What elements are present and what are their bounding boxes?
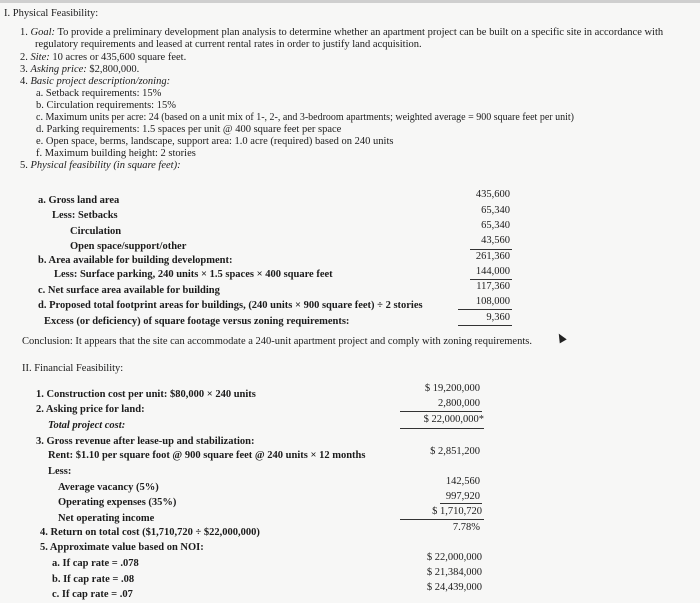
rule-fin-1 <box>400 411 482 412</box>
fin-cap-a-label: a. If cap rate = .078 <box>52 558 139 569</box>
feas-parking-value: 144,000 <box>475 266 510 277</box>
section2-heading: II. Financial Feasibility: <box>22 363 124 374</box>
feas-area-available-label: b. Area available for building development: <box>38 255 233 266</box>
fin-less-label: Less: <box>48 466 72 477</box>
fin-cap-a-value: $ 22,000,000 <box>426 552 482 563</box>
zoning-open-space: e. Open space, berms, landscape, support area: 1.0 acre (required) based on 240 units <box>36 136 394 147</box>
feas-net-surface-value: 117,360 <box>476 281 510 292</box>
rule-fin-2 <box>400 428 484 429</box>
fin-asking-price-value: 2,800,000 <box>438 398 480 409</box>
fin-cap-c-value: $ 24,439,000 <box>426 582 482 593</box>
zoning-max-units: c. Maximum units per acre: 24 (based on a unit mix of 1-, 2-, and 3-bedroom apartments; weighted average = 900 square feet per unit) <box>36 112 574 123</box>
rule-subtotal-1 <box>470 249 512 250</box>
item-physical-feasibility: 5. Physical feasibility (in square feet): <box>20 160 181 171</box>
fin-total-cost-label: Total project cost: <box>48 420 126 431</box>
feas-excess-value: 9,360 <box>486 312 510 323</box>
item-site: 2. Site: 10 acres or 435,600 square feet. <box>20 52 187 63</box>
fin-vacancy-label: Average vacancy (5%) <box>58 482 159 493</box>
feas-net-surface-label: c. Net surface area available for building <box>38 285 220 296</box>
rule-subtotal-3 <box>458 309 512 310</box>
fin-return-value: 7.78% <box>452 522 480 533</box>
fin-cap-b-label: b. If cap rate = .08 <box>52 574 135 585</box>
fin-construction-value: $ 19,200,000 <box>424 383 480 394</box>
feas-footprint-label: d. Proposed total footprint areas for buildings, (240 units × 900 square feet) ÷ 2 stories <box>38 300 423 311</box>
fin-rent-value: $ 2,851,200 <box>430 446 480 457</box>
fin-opex-value: 997,920 <box>445 491 480 502</box>
fin-asking-price-label: 2. Asking price for land: <box>36 404 145 415</box>
fin-construction-label: 1. Construction cost per unit: $80,000 × 240 units <box>36 389 256 400</box>
zoning-setback: a. Setback requirements: 15% <box>36 88 162 99</box>
mouse-cursor-icon <box>555 332 566 344</box>
conclusion: Conclusion: It appears that the site can accommodate a 240-unit apartment project and comply with zoning requirements. <box>22 336 532 347</box>
item-project-description: 4. Basic project description/zoning: <box>20 76 171 87</box>
feas-footprint-value: 108,000 <box>475 296 510 307</box>
rule-total <box>458 325 512 326</box>
item-asking-price: 3. Asking price: $2,800,000. <box>20 64 140 75</box>
feas-open-space-label: Open space/support/other <box>70 241 187 252</box>
fin-noi-label: Net operating income <box>58 513 155 524</box>
fin-noi-value: $ 1,710,720 <box>432 506 482 517</box>
item-goal: 1. Goal: To provide a preliminary development plan analysis to determine whether an apartment project can be built on a specific site in accordance with <box>20 27 664 38</box>
fin-gross-revenue-label: 3. Gross revenue after lease-up and stabilization: <box>36 436 255 447</box>
zoning-circulation: b. Circulation requirements: 15% <box>36 100 176 111</box>
fin-cap-b-value: $ 21,384,000 <box>426 567 482 578</box>
feas-circulation-value: 65,340 <box>481 220 510 231</box>
rule-subtotal-2 <box>470 279 512 280</box>
feas-setbacks-value: 65,340 <box>481 205 510 216</box>
fin-vacancy-value: 142,560 <box>445 476 480 487</box>
rule-fin-4 <box>400 519 484 520</box>
fin-rent-label: Rent: $1.10 per square foot @ 900 square feet @ 240 units × 12 months <box>48 450 366 461</box>
section1-heading: I. Physical Feasibility: <box>4 8 99 19</box>
feas-setbacks-label: Less: Setbacks <box>52 210 118 221</box>
fin-total-cost-value: $ 22,000,000* <box>423 414 484 425</box>
item-goal-continued: regulatory requirements and leased at current rental rates in order to justify land acquisition. <box>35 39 422 50</box>
zoning-parking: d. Parking requirements: 1.5 spaces per unit @ 400 square feet per space <box>36 124 342 135</box>
top-border <box>0 0 700 3</box>
feas-gross-land-value: 435,600 <box>475 189 510 200</box>
fin-return-label: 4. Return on total cost ($1,710,720 ÷ $22,000,000) <box>40 527 260 538</box>
feas-area-available-value: 261,360 <box>475 251 510 262</box>
feas-gross-land-label: a. Gross land area <box>38 195 120 206</box>
fin-cap-c-label: c. If cap rate = .07 <box>52 589 133 600</box>
feas-circulation-label: Circulation <box>70 226 122 237</box>
fin-approx-value-label: 5. Approximate value based on NOI: <box>40 542 204 553</box>
feas-open-space-value: 43,560 <box>481 235 510 246</box>
feas-parking-label: Less: Surface parking, 240 units × 1.5 spaces × 400 square feet <box>54 269 333 280</box>
feas-excess-label: Excess (or deficiency) of square footage versus zoning requirements: <box>44 316 350 327</box>
fin-opex-label: Operating expenses (35%) <box>58 497 177 508</box>
rule-fin-3 <box>440 503 482 504</box>
zoning-max-height: f. Maximum building height: 2 stories <box>36 148 196 159</box>
